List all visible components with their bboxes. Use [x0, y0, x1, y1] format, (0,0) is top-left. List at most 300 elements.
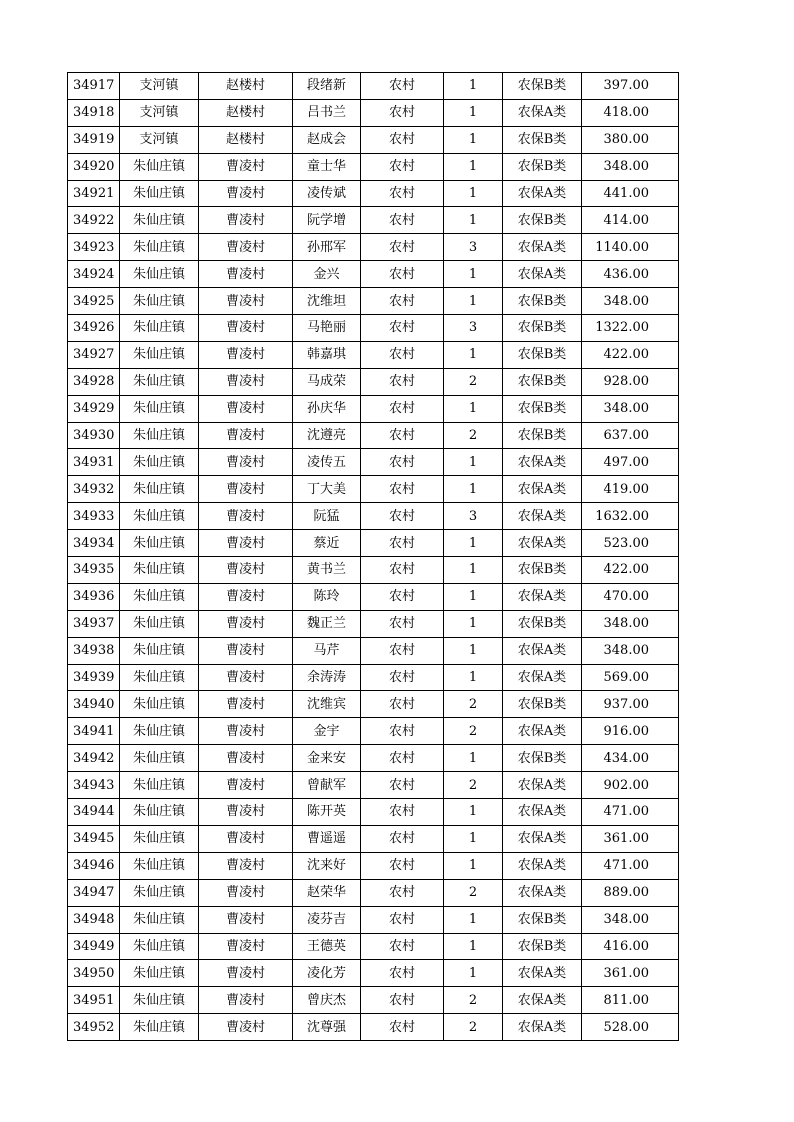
- area-type-cell: 农村: [361, 395, 444, 422]
- record-id-cell: 34940: [68, 691, 120, 718]
- area-type-cell: 农村: [361, 879, 444, 906]
- village-cell: 曹凌村: [199, 180, 293, 207]
- area-type-cell: 农村: [361, 341, 444, 368]
- count-cell: 1: [444, 449, 503, 476]
- record-id-cell: 34935: [68, 557, 120, 584]
- town-cell: 朱仙庄镇: [120, 852, 199, 879]
- village-cell: 曹凌村: [199, 1014, 293, 1041]
- town-cell: 朱仙庄镇: [120, 449, 199, 476]
- count-cell: 1: [444, 906, 503, 933]
- amount-cell: 471.00: [582, 852, 679, 879]
- count-cell: 1: [444, 583, 503, 610]
- count-cell: 1: [444, 288, 503, 315]
- insurance-category-cell: 农保A类: [503, 99, 582, 126]
- area-type-cell: 农村: [361, 637, 444, 664]
- town-cell: 朱仙庄镇: [120, 745, 199, 772]
- table-row: [68, 825, 679, 852]
- count-cell: 2: [444, 772, 503, 799]
- record-id-cell: 34918: [68, 99, 120, 126]
- count-cell: 2: [444, 368, 503, 395]
- count-cell: 3: [444, 234, 503, 261]
- amount-cell: 528.00: [582, 1014, 679, 1041]
- name-cell: 段绪新: [293, 73, 361, 100]
- insurance-category-cell: 农保A类: [503, 234, 582, 261]
- town-cell: 支河镇: [120, 99, 199, 126]
- record-id-cell: 34926: [68, 315, 120, 342]
- village-cell: 曹凌村: [199, 852, 293, 879]
- table-row: [68, 960, 679, 987]
- count-cell: 2: [444, 987, 503, 1014]
- village-cell: 曹凌村: [199, 557, 293, 584]
- insurance-category-cell: 农保B类: [503, 207, 582, 234]
- area-type-cell: 农村: [361, 288, 444, 315]
- village-cell: 曹凌村: [199, 395, 293, 422]
- count-cell: 1: [444, 530, 503, 557]
- name-cell: 沈遵亮: [293, 422, 361, 449]
- insurance-category-cell: 农保B类: [503, 422, 582, 449]
- table-row: [68, 422, 679, 449]
- village-cell: 曹凌村: [199, 933, 293, 960]
- count-cell: 2: [444, 422, 503, 449]
- insurance-category-cell: 农保B类: [503, 73, 582, 100]
- record-id-cell: 34927: [68, 341, 120, 368]
- table-row: [68, 799, 679, 826]
- name-cell: 孙邢军: [293, 234, 361, 261]
- insurance-category-cell: 农保A类: [503, 825, 582, 852]
- village-cell: 曹凌村: [199, 530, 293, 557]
- count-cell: 3: [444, 503, 503, 530]
- name-cell: 马艳丽: [293, 315, 361, 342]
- record-id-cell: 34922: [68, 207, 120, 234]
- village-cell: 曹凌村: [199, 341, 293, 368]
- area-type-cell: 农村: [361, 99, 444, 126]
- village-cell: 曹凌村: [199, 422, 293, 449]
- count-cell: 2: [444, 1014, 503, 1041]
- record-id-cell: 34919: [68, 126, 120, 153]
- table-row: [68, 664, 679, 691]
- name-cell: 凌芬吉: [293, 906, 361, 933]
- amount-cell: 569.00: [582, 664, 679, 691]
- town-cell: 朱仙庄镇: [120, 261, 199, 288]
- record-id-cell: 34944: [68, 799, 120, 826]
- name-cell: 蔡近: [293, 530, 361, 557]
- record-id-cell: 34923: [68, 234, 120, 261]
- name-cell: 马芹: [293, 637, 361, 664]
- record-id-cell: 34917: [68, 73, 120, 100]
- amount-cell: 436.00: [582, 261, 679, 288]
- amount-cell: 397.00: [582, 73, 679, 100]
- count-cell: 1: [444, 126, 503, 153]
- town-cell: 朱仙庄镇: [120, 987, 199, 1014]
- insurance-category-cell: 农保A类: [503, 718, 582, 745]
- count-cell: 1: [444, 261, 503, 288]
- record-id-cell: 34945: [68, 825, 120, 852]
- name-cell: 马成荣: [293, 368, 361, 395]
- record-id-cell: 34949: [68, 933, 120, 960]
- table-row: [68, 718, 679, 745]
- amount-cell: 1322.00: [582, 315, 679, 342]
- record-id-cell: 34948: [68, 906, 120, 933]
- amount-cell: 916.00: [582, 718, 679, 745]
- count-cell: 1: [444, 852, 503, 879]
- name-cell: 韩嘉琪: [293, 341, 361, 368]
- table-row: [68, 637, 679, 664]
- village-cell: 曹凌村: [199, 772, 293, 799]
- town-cell: 朱仙庄镇: [120, 422, 199, 449]
- name-cell: 沈尊强: [293, 1014, 361, 1041]
- insurance-category-cell: 农保B类: [503, 557, 582, 584]
- table-row: [68, 906, 679, 933]
- table-row: [68, 99, 679, 126]
- amount-cell: 937.00: [582, 691, 679, 718]
- area-type-cell: 农村: [361, 799, 444, 826]
- name-cell: 赵荣华: [293, 879, 361, 906]
- table-row: [68, 530, 679, 557]
- name-cell: 黄书兰: [293, 557, 361, 584]
- area-type-cell: 农村: [361, 1014, 444, 1041]
- amount-cell: 348.00: [582, 395, 679, 422]
- village-cell: 曹凌村: [199, 315, 293, 342]
- village-cell: 曹凌村: [199, 691, 293, 718]
- area-type-cell: 农村: [361, 825, 444, 852]
- record-id-cell: 34941: [68, 718, 120, 745]
- table-row: [68, 126, 679, 153]
- insurance-category-cell: 农保A类: [503, 261, 582, 288]
- insurance-category-cell: 农保A类: [503, 583, 582, 610]
- village-cell: 曹凌村: [199, 960, 293, 987]
- name-cell: 凌传斌: [293, 180, 361, 207]
- insurance-category-cell: 农保A类: [503, 987, 582, 1014]
- name-cell: 曾献军: [293, 772, 361, 799]
- insurance-category-cell: 农保B类: [503, 368, 582, 395]
- amount-cell: 1632.00: [582, 503, 679, 530]
- insurance-category-cell: 农保B类: [503, 288, 582, 315]
- table-row: [68, 933, 679, 960]
- area-type-cell: 农村: [361, 691, 444, 718]
- area-type-cell: 农村: [361, 449, 444, 476]
- table-row: [68, 503, 679, 530]
- area-type-cell: 农村: [361, 557, 444, 584]
- area-type-cell: 农村: [361, 234, 444, 261]
- town-cell: 朱仙庄镇: [120, 288, 199, 315]
- amount-cell: 422.00: [582, 557, 679, 584]
- data-table: [67, 72, 679, 1041]
- village-cell: 曹凌村: [199, 799, 293, 826]
- amount-cell: 419.00: [582, 476, 679, 503]
- town-cell: 朱仙庄镇: [120, 825, 199, 852]
- record-id-cell: 34933: [68, 503, 120, 530]
- count-cell: 1: [444, 637, 503, 664]
- table-row: [68, 583, 679, 610]
- town-cell: 朱仙庄镇: [120, 906, 199, 933]
- table-row: [68, 476, 679, 503]
- name-cell: 阮学增: [293, 207, 361, 234]
- count-cell: 1: [444, 664, 503, 691]
- area-type-cell: 农村: [361, 315, 444, 342]
- name-cell: 凌传五: [293, 449, 361, 476]
- record-id-cell: 34950: [68, 960, 120, 987]
- count-cell: 1: [444, 476, 503, 503]
- record-id-cell: 34920: [68, 153, 120, 180]
- name-cell: 陈玲: [293, 583, 361, 610]
- name-cell: 孙庆华: [293, 395, 361, 422]
- town-cell: 朱仙庄镇: [120, 772, 199, 799]
- record-id-cell: 34924: [68, 261, 120, 288]
- name-cell: 金宇: [293, 718, 361, 745]
- record-id-cell: 34929: [68, 395, 120, 422]
- count-cell: 1: [444, 799, 503, 826]
- record-id-cell: 34925: [68, 288, 120, 315]
- name-cell: 金来安: [293, 745, 361, 772]
- name-cell: 沈来好: [293, 852, 361, 879]
- area-type-cell: 农村: [361, 987, 444, 1014]
- record-id-cell: 34943: [68, 772, 120, 799]
- table-row: [68, 234, 679, 261]
- town-cell: 朱仙庄镇: [120, 879, 199, 906]
- amount-cell: 348.00: [582, 610, 679, 637]
- area-type-cell: 农村: [361, 772, 444, 799]
- table-row: [68, 879, 679, 906]
- village-cell: 曹凌村: [199, 879, 293, 906]
- village-cell: 曹凌村: [199, 261, 293, 288]
- amount-cell: 418.00: [582, 99, 679, 126]
- town-cell: 支河镇: [120, 126, 199, 153]
- record-id-cell: 34938: [68, 637, 120, 664]
- area-type-cell: 农村: [361, 180, 444, 207]
- name-cell: 童士华: [293, 153, 361, 180]
- amount-cell: 1140.00: [582, 234, 679, 261]
- table-row: [68, 772, 679, 799]
- area-type-cell: 农村: [361, 422, 444, 449]
- count-cell: 2: [444, 718, 503, 745]
- area-type-cell: 农村: [361, 368, 444, 395]
- village-cell: 曹凌村: [199, 234, 293, 261]
- table-row: [68, 180, 679, 207]
- town-cell: 朱仙庄镇: [120, 153, 199, 180]
- table-row: [68, 73, 679, 100]
- name-cell: 丁大美: [293, 476, 361, 503]
- town-cell: 朱仙庄镇: [120, 234, 199, 261]
- town-cell: 朱仙庄镇: [120, 557, 199, 584]
- record-id-cell: 34937: [68, 610, 120, 637]
- name-cell: 曾庆杰: [293, 987, 361, 1014]
- town-cell: 朱仙庄镇: [120, 691, 199, 718]
- town-cell: 朱仙庄镇: [120, 664, 199, 691]
- area-type-cell: 农村: [361, 476, 444, 503]
- town-cell: 朱仙庄镇: [120, 718, 199, 745]
- name-cell: 吕书兰: [293, 99, 361, 126]
- town-cell: 朱仙庄镇: [120, 341, 199, 368]
- village-cell: 曹凌村: [199, 476, 293, 503]
- village-cell: 曹凌村: [199, 153, 293, 180]
- table-row: [68, 288, 679, 315]
- name-cell: 王德英: [293, 933, 361, 960]
- table-row: [68, 207, 679, 234]
- amount-cell: 497.00: [582, 449, 679, 476]
- village-cell: 曹凌村: [199, 745, 293, 772]
- village-cell: 曹凌村: [199, 610, 293, 637]
- amount-cell: 441.00: [582, 180, 679, 207]
- area-type-cell: 农村: [361, 583, 444, 610]
- insurance-category-cell: 农保B类: [503, 153, 582, 180]
- town-cell: 朱仙庄镇: [120, 315, 199, 342]
- table-row: [68, 557, 679, 584]
- table-row: [68, 449, 679, 476]
- record-id-cell: 34928: [68, 368, 120, 395]
- town-cell: 朱仙庄镇: [120, 368, 199, 395]
- insurance-category-cell: 农保A类: [503, 852, 582, 879]
- amount-cell: 422.00: [582, 341, 679, 368]
- insurance-category-cell: 农保A类: [503, 530, 582, 557]
- insurance-category-cell: 农保A类: [503, 799, 582, 826]
- count-cell: 1: [444, 825, 503, 852]
- name-cell: 魏正兰: [293, 610, 361, 637]
- amount-cell: 889.00: [582, 879, 679, 906]
- name-cell: 阮猛: [293, 503, 361, 530]
- count-cell: 1: [444, 395, 503, 422]
- table-row: [68, 153, 679, 180]
- town-cell: 朱仙庄镇: [120, 476, 199, 503]
- village-cell: 曹凌村: [199, 288, 293, 315]
- insurance-category-cell: 农保B类: [503, 341, 582, 368]
- insurance-category-cell: 农保A类: [503, 637, 582, 664]
- insurance-category-cell: 农保A类: [503, 476, 582, 503]
- table-row: [68, 1014, 679, 1041]
- name-cell: 赵成会: [293, 126, 361, 153]
- record-id-cell: 34952: [68, 1014, 120, 1041]
- amount-cell: 471.00: [582, 799, 679, 826]
- area-type-cell: 农村: [361, 610, 444, 637]
- record-id-cell: 34936: [68, 583, 120, 610]
- record-id-cell: 34921: [68, 180, 120, 207]
- table-row: [68, 691, 679, 718]
- insurance-category-cell: 农保B类: [503, 691, 582, 718]
- village-cell: 曹凌村: [199, 718, 293, 745]
- insurance-category-cell: 农保B类: [503, 395, 582, 422]
- village-cell: 曹凌村: [199, 503, 293, 530]
- count-cell: 1: [444, 73, 503, 100]
- insurance-category-cell: 农保A类: [503, 772, 582, 799]
- amount-cell: 348.00: [582, 153, 679, 180]
- town-cell: 朱仙庄镇: [120, 583, 199, 610]
- area-type-cell: 农村: [361, 153, 444, 180]
- area-type-cell: 农村: [361, 718, 444, 745]
- town-cell: 朱仙庄镇: [120, 207, 199, 234]
- name-cell: 陈开英: [293, 799, 361, 826]
- village-cell: 曹凌村: [199, 637, 293, 664]
- village-cell: 曹凌村: [199, 449, 293, 476]
- record-id-cell: 34931: [68, 449, 120, 476]
- table-row: [68, 261, 679, 288]
- insurance-category-cell: 农保A类: [503, 449, 582, 476]
- count-cell: 1: [444, 610, 503, 637]
- area-type-cell: 农村: [361, 207, 444, 234]
- record-id-cell: 34939: [68, 664, 120, 691]
- table-row: [68, 341, 679, 368]
- amount-cell: 928.00: [582, 368, 679, 395]
- count-cell: 1: [444, 557, 503, 584]
- insurance-category-cell: 农保B类: [503, 126, 582, 153]
- village-cell: 赵楼村: [199, 126, 293, 153]
- insurance-category-cell: 农保B类: [503, 745, 582, 772]
- name-cell: 沈维坦: [293, 288, 361, 315]
- area-type-cell: 农村: [361, 906, 444, 933]
- insurance-category-cell: 农保B类: [503, 315, 582, 342]
- village-cell: 曹凌村: [199, 825, 293, 852]
- insurance-category-cell: 农保B类: [503, 610, 582, 637]
- count-cell: 2: [444, 879, 503, 906]
- amount-cell: 361.00: [582, 960, 679, 987]
- area-type-cell: 农村: [361, 503, 444, 530]
- insurance-category-cell: 农保A类: [503, 664, 582, 691]
- amount-cell: 902.00: [582, 772, 679, 799]
- amount-cell: 416.00: [582, 933, 679, 960]
- table-row: [68, 852, 679, 879]
- record-id-cell: 34942: [68, 745, 120, 772]
- count-cell: 1: [444, 99, 503, 126]
- table-row: [68, 315, 679, 342]
- count-cell: 1: [444, 153, 503, 180]
- amount-cell: 811.00: [582, 987, 679, 1014]
- insurance-category-cell: 农保B类: [503, 933, 582, 960]
- area-type-cell: 农村: [361, 960, 444, 987]
- town-cell: 朱仙庄镇: [120, 1014, 199, 1041]
- area-type-cell: 农村: [361, 530, 444, 557]
- count-cell: 3: [444, 315, 503, 342]
- name-cell: 曹遥遥: [293, 825, 361, 852]
- amount-cell: 414.00: [582, 207, 679, 234]
- record-id-cell: 34946: [68, 852, 120, 879]
- record-id-cell: 34947: [68, 879, 120, 906]
- area-type-cell: 农村: [361, 745, 444, 772]
- count-cell: 2: [444, 691, 503, 718]
- town-cell: 朱仙庄镇: [120, 530, 199, 557]
- amount-cell: 348.00: [582, 637, 679, 664]
- count-cell: 1: [444, 341, 503, 368]
- area-type-cell: 农村: [361, 933, 444, 960]
- amount-cell: 434.00: [582, 745, 679, 772]
- count-cell: 1: [444, 745, 503, 772]
- count-cell: 1: [444, 960, 503, 987]
- amount-cell: 470.00: [582, 583, 679, 610]
- village-cell: 赵楼村: [199, 99, 293, 126]
- town-cell: 朱仙庄镇: [120, 960, 199, 987]
- town-cell: 朱仙庄镇: [120, 610, 199, 637]
- town-cell: 朱仙庄镇: [120, 395, 199, 422]
- insurance-category-cell: 农保A类: [503, 1014, 582, 1041]
- insurance-category-cell: 农保A类: [503, 503, 582, 530]
- table-row: [68, 987, 679, 1014]
- town-cell: 朱仙庄镇: [120, 503, 199, 530]
- area-type-cell: 农村: [361, 73, 444, 100]
- count-cell: 1: [444, 933, 503, 960]
- town-cell: 朱仙庄镇: [120, 180, 199, 207]
- record-id-cell: 34930: [68, 422, 120, 449]
- amount-cell: 380.00: [582, 126, 679, 153]
- table-row: [68, 395, 679, 422]
- record-id-cell: 34932: [68, 476, 120, 503]
- town-cell: 朱仙庄镇: [120, 637, 199, 664]
- town-cell: 朱仙庄镇: [120, 933, 199, 960]
- insurance-category-cell: 农保A类: [503, 960, 582, 987]
- area-type-cell: 农村: [361, 664, 444, 691]
- village-cell: 曹凌村: [199, 987, 293, 1014]
- village-cell: 赵楼村: [199, 73, 293, 100]
- name-cell: 凌化芳: [293, 960, 361, 987]
- amount-cell: 361.00: [582, 825, 679, 852]
- name-cell: 金兴: [293, 261, 361, 288]
- record-id-cell: 34934: [68, 530, 120, 557]
